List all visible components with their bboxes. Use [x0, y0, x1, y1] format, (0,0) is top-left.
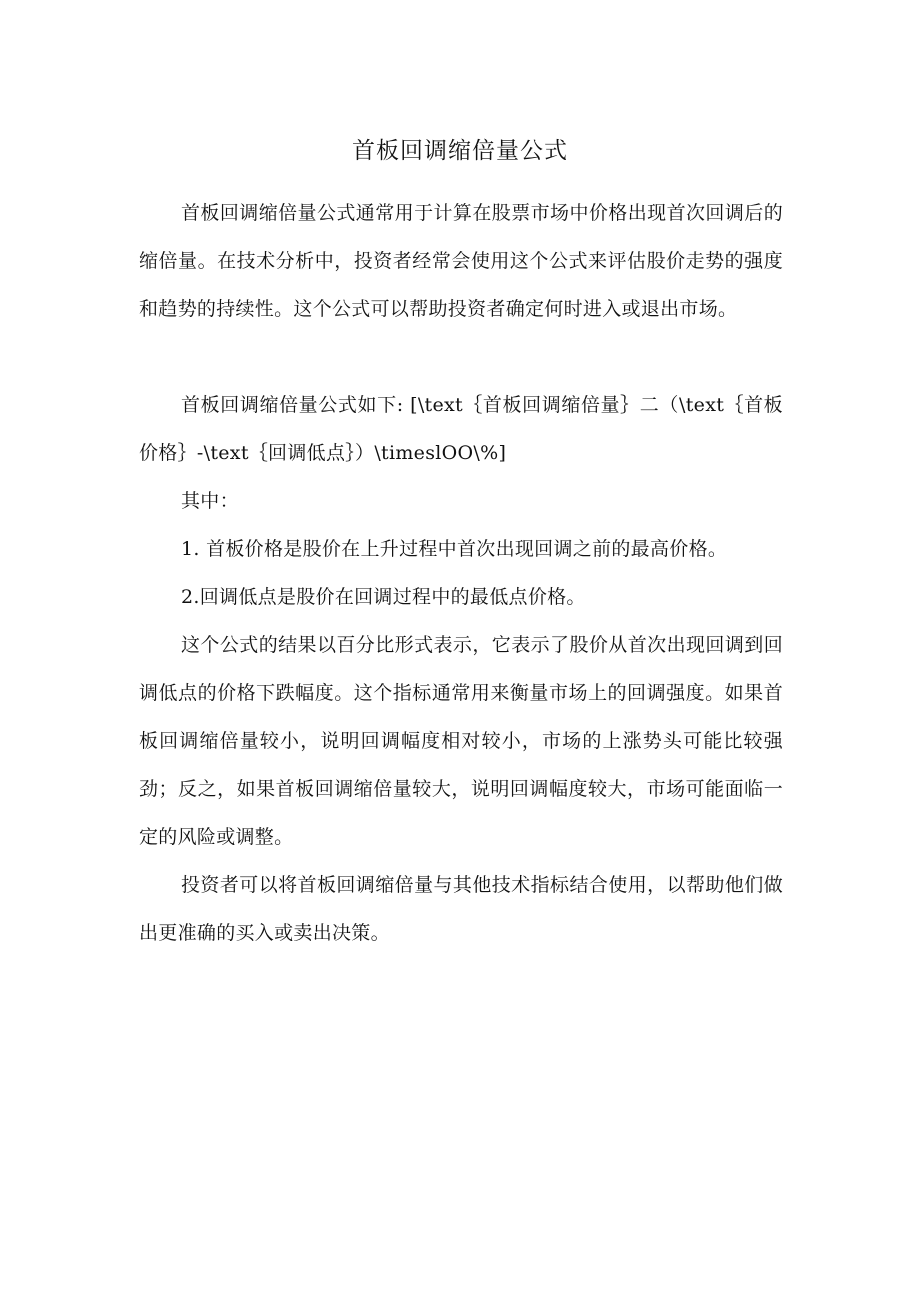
paragraph-formula: 首板回调缩倍量公式如下: [\text｛首板回调缩倍量｝二（\text｛首板价格｝-\text｛回调低点｝）\timeslOO\%]: [139, 394, 783, 464]
paragraph-where: 其中：: [181, 490, 239, 512]
document-title: 首板回调缩倍量公式: [352, 138, 568, 164]
paragraph-intro: 首板回调缩倍量公式通常用于计算在股票市场中价格出现首次回调后的缩倍量。在技术分析中，投资者经常会使用这个公式来评估股价走势的强度和趋势的持续性。这个公式可以帮助投资者确定何时进入或退出市场。: [139, 202, 783, 320]
list-item-pullback-low: 2.回调低点是股价在回调过程中的最低点价格。: [181, 586, 586, 608]
paragraph-explanation: 这个公式的结果以百分比形式表示，它表示了股价从首次出现回调到回调低点的价格下跌幅度。这个指标通常用来衡量市场上的回调强度。如果首板回调缩倍量较小，说明回调幅度相对较小，市场的上涨势头可能比较强劲；反之，如果首板回调缩倍量较大，说明回调幅度较大，市场可能面临一定的风险或调整。: [139, 634, 783, 848]
paragraph-conclusion: 投资者可以将首板回调缩倍量与其他技术指标结合使用，以帮助他们做出更准确的买入或卖出决策。: [139, 874, 783, 944]
list-item-first-board-price: 1. 首板价格是股价在上升过程中首次出现回调之前的最高价格。: [181, 538, 728, 560]
